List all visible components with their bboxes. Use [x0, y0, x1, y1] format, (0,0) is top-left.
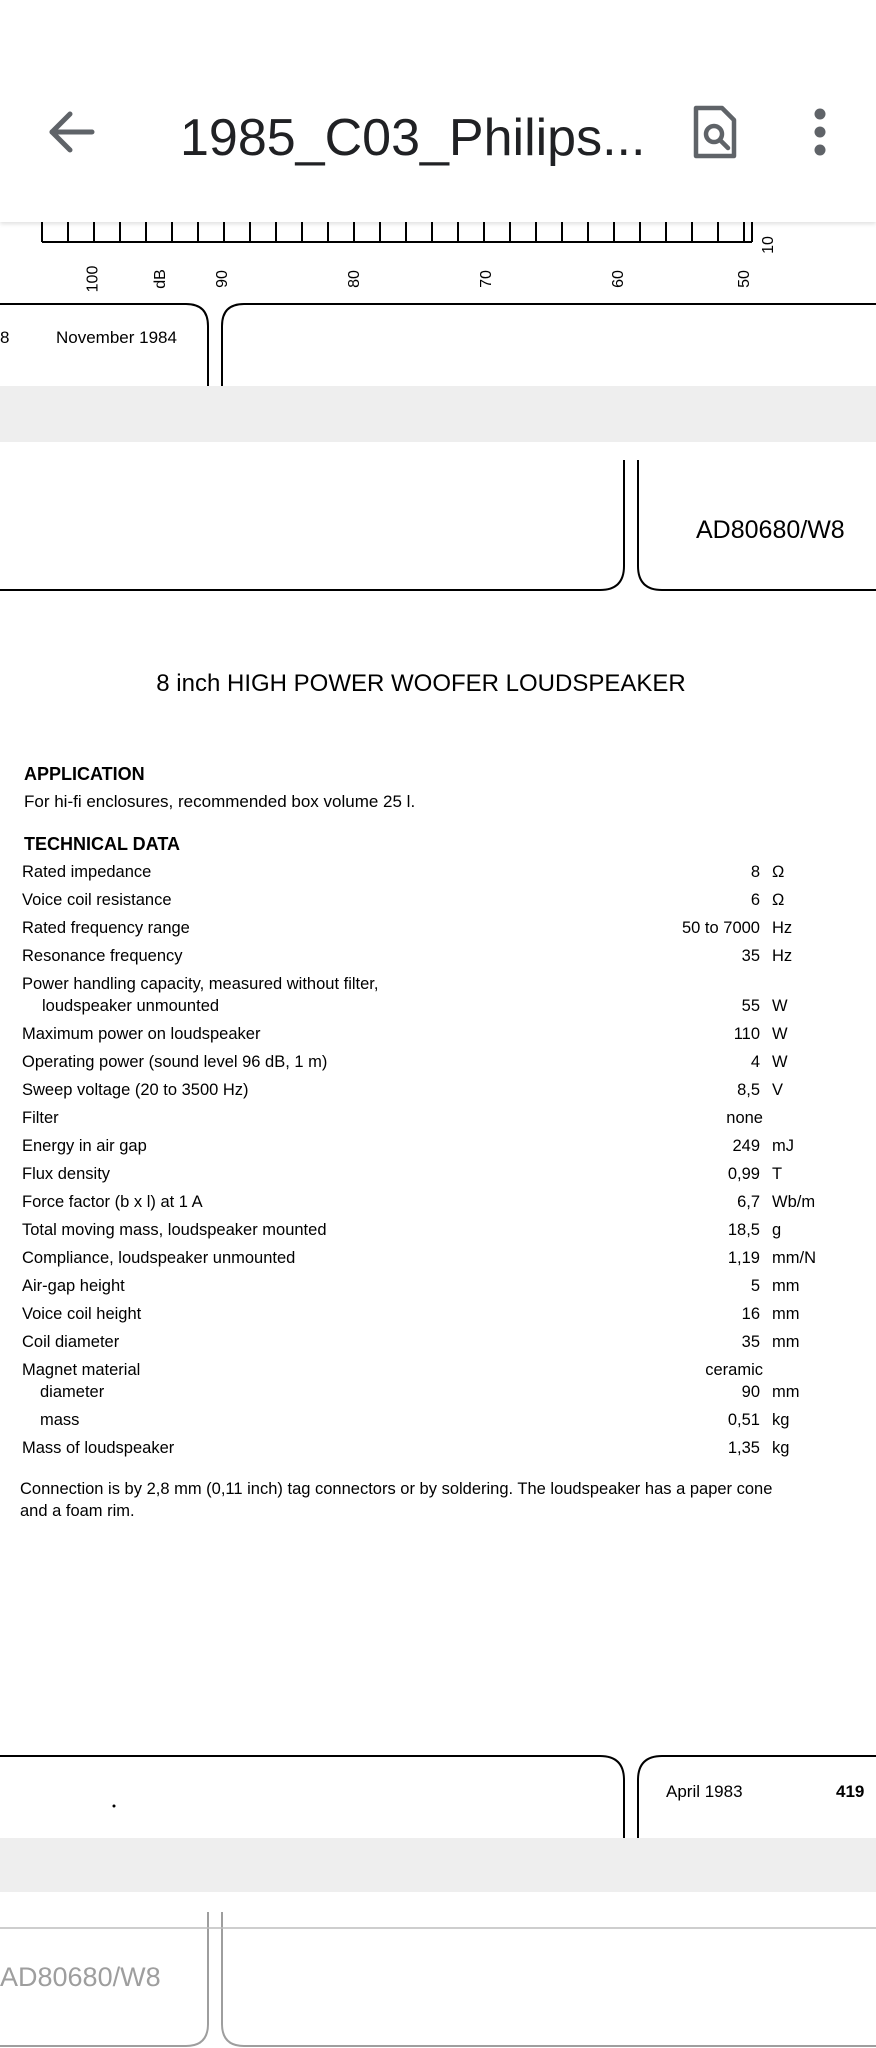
page-gap [0, 1838, 876, 1892]
spec-value: 18,5 [727, 1221, 760, 1239]
spec-unit: Ω [772, 863, 785, 881]
previous-page [0, 222, 876, 386]
spec-label: Resonance frequency [22, 947, 183, 965]
spec-label: Filter [22, 1109, 59, 1127]
spec-value: 6 [750, 891, 760, 909]
spec-label: Sweep voltage (20 to 3500 Hz) [22, 1081, 249, 1099]
page-gap [0, 386, 876, 442]
spec-label: Maximum power on loudspeaker [22, 1025, 261, 1043]
spec-label: Air-gap height [22, 1277, 125, 1295]
spec-value: 90 [741, 1383, 760, 1401]
back-button[interactable] [44, 104, 100, 160]
spec-value: 1,35 [727, 1439, 760, 1457]
spec-value: 50 to 7000 [682, 919, 760, 937]
tick-label: dB [151, 269, 169, 289]
connection-text-line: Connection is by 2,8 mm (0,11 inch) tag connectors or by soldering. The loudspeaker has a paper cone [20, 1480, 773, 1498]
spec-value: 6,7 [737, 1193, 760, 1211]
spec-unit: V [772, 1081, 784, 1099]
more-options-button[interactable] [800, 104, 840, 160]
spec-unit: Ω [772, 891, 785, 909]
spec-value: 35 [741, 1333, 760, 1351]
spec-value: none [726, 1109, 763, 1127]
spec-label: Voice coil height [22, 1305, 142, 1323]
spec-value: 55 [741, 997, 760, 1015]
tick-label: 90 [213, 270, 231, 288]
spec-label: Rated impedance [22, 863, 152, 881]
spec-unit: mm [772, 1383, 800, 1401]
page-date: November 1984 [56, 328, 177, 347]
spec-label: Mass of loudspeaker [22, 1439, 175, 1457]
tick-label: 60 [609, 270, 627, 288]
spec-value: 35 [741, 947, 760, 965]
next-page [0, 1892, 876, 2048]
spec-label: Magnet material [22, 1361, 141, 1379]
spec-unit: kg [772, 1439, 790, 1457]
spec-unit: g [772, 1221, 782, 1239]
next-page-type-number: AD80680/W8 [0, 1962, 161, 1992]
page-number: 8 [0, 328, 10, 347]
db-scale-ruler [0, 222, 876, 386]
spec-label: Force factor (b x l) at 1 A [22, 1193, 203, 1211]
application-heading: APPLICATION [24, 764, 145, 784]
spec-unit: mm [772, 1305, 800, 1323]
tick-label: 80 [345, 270, 363, 288]
spec-unit: Hz [772, 947, 793, 965]
spec-label: Power handling capacity, measured without filter, [22, 975, 379, 993]
spec-value: 4 [750, 1053, 760, 1071]
tick-label: 100 [84, 265, 102, 293]
spec-value: 8,5 [737, 1081, 760, 1099]
spec-value: 110 [733, 1025, 760, 1043]
spec-unit: mJ [772, 1137, 794, 1155]
spec-value: 16 [741, 1305, 760, 1323]
find-in-document-button[interactable] [688, 104, 744, 160]
spec-unit: kg [772, 1411, 790, 1429]
spec-unit: mm/N [772, 1249, 816, 1267]
tick-label: 10 [759, 236, 777, 254]
app-bar [0, 0, 876, 222]
type-number: AD80680/W8 [696, 516, 845, 544]
spec-label: mass [40, 1411, 80, 1429]
spec-unit: W [772, 1025, 788, 1043]
spec-value: 1,19 [727, 1249, 760, 1267]
datasheet-page [0, 442, 876, 1838]
spec-value: 8 [750, 863, 760, 881]
spec-label: Voice coil resistance [22, 891, 172, 909]
document-title: 1985_C03_Philips... [180, 109, 646, 167]
spec-label: loudspeaker unmounted [42, 997, 220, 1015]
spec-value: 249 [732, 1137, 760, 1155]
technical-data-heading: TECHNICAL DATA [24, 834, 180, 854]
spec-label: Flux density [22, 1165, 111, 1183]
page-title: 8 inch HIGH POWER WOOFER LOUDSPEAKER [156, 670, 686, 697]
spec-unit: Wb/m [772, 1193, 816, 1211]
spec-value: 0,99 [727, 1165, 760, 1183]
spec-unit: W [772, 997, 788, 1015]
spec-value: 0,51 [727, 1411, 760, 1429]
spec-label: Energy in air gap [22, 1137, 147, 1155]
spec-unit: mm [772, 1333, 800, 1351]
spec-unit: T [772, 1165, 783, 1183]
tick-label: 70 [477, 270, 495, 288]
arrow-left-icon [44, 104, 100, 160]
spec-value: ceramic [705, 1361, 763, 1379]
footer-page-number: 419 [836, 1782, 865, 1801]
tick-label: 50 [735, 270, 753, 288]
spec-label: diameter [40, 1383, 105, 1401]
spec-unit: W [772, 1053, 788, 1071]
spec-label: Rated frequency range [22, 919, 190, 937]
spec-unit: mm [772, 1277, 800, 1295]
spec-label: Coil diameter [22, 1333, 120, 1351]
spec-label: Compliance, loudspeaker unmounted [22, 1249, 296, 1267]
connection-text-line: and a foam rim. [20, 1502, 135, 1520]
spec-value: 5 [750, 1277, 760, 1295]
spec-label: Total moving mass, loudspeaker mounted [22, 1221, 327, 1239]
spec-unit: Hz [772, 919, 793, 937]
spec-label: Operating power (sound level 96 dB, 1 m) [22, 1053, 328, 1071]
footer-date: April 1983 [666, 1782, 743, 1801]
application-text: For hi-fi enclosures, recommended box volume 25 l. [24, 792, 416, 811]
document-search-icon [688, 104, 744, 160]
more-vertical-icon [800, 104, 840, 160]
